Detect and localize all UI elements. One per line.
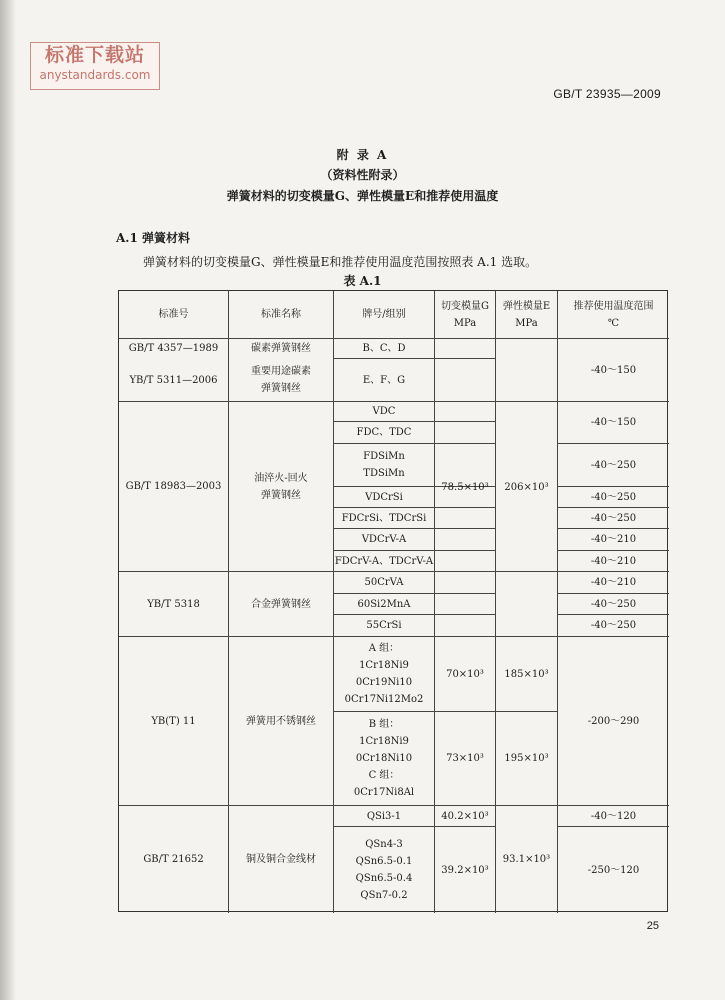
grade-cell: VDC — [372, 406, 396, 417]
elastic-modulus-cell: 206×10³ — [504, 482, 549, 493]
appendix-title: 弹簧材料的切变模量G、弹性模量E和推荐使用温度 — [226, 189, 499, 203]
watermark-stamp — [30, 42, 160, 90]
grade-cell: FDCrV-A、TDCrV-A — [334, 555, 434, 567]
grade-cell: 60Si2MnA — [357, 598, 411, 610]
standard-name-cell: 合金弹簧钢丝 — [251, 598, 311, 610]
grade-cell: FDCrSi、TDCrSi — [341, 512, 427, 524]
grade-cell: QSi3-1 — [366, 810, 402, 822]
header-elastic-modulus: 弹性模量E MPa — [502, 300, 551, 329]
table-caption: 表 A.1 — [343, 274, 382, 288]
header-grade: 牌号/组别 — [362, 309, 406, 320]
temperature-cell: -40～250 — [590, 459, 637, 471]
temperature-cell: -40～250 — [590, 598, 637, 610]
temperature-cell: -40～210 — [590, 577, 637, 588]
grade-cell: QSn4-3 QSn6.5-0.1 QSn6.5-0.4 QSn7-0.2 — [355, 839, 413, 901]
grade-cell: 55CrSi — [366, 620, 402, 631]
temperature-cell: -250～120 — [587, 864, 640, 876]
temperature-cell: -40～210 — [590, 534, 637, 545]
header-standard-no: 标准号 — [158, 309, 189, 320]
elastic-modulus-cell: 93.1×10³ — [502, 854, 551, 865]
temperature-cell: -40～120 — [590, 810, 637, 822]
watermark-site: anystandards.com — [39, 68, 151, 82]
grade-cell: 50CrVA — [364, 577, 404, 588]
standard-number: GB/T 23935—2009 — [553, 87, 661, 101]
grade-cell: VDCrV-A — [361, 534, 407, 545]
shear-modulus-cell: 39.2×10³ — [441, 864, 489, 876]
shear-modulus-cell: 73×10³ — [446, 753, 484, 764]
temperature-cell: -40～150 — [590, 364, 637, 376]
grade-cell: FDC、TDC — [356, 427, 412, 438]
temperature-cell: -200～290 — [587, 715, 640, 727]
standard-number-cell: YB/T 5311—2006 — [129, 374, 218, 386]
standard-name-cell: 弹簧用不锈钢丝 — [246, 715, 316, 727]
standard-name-cell: 重要用途碳素 弹簧钢丝 — [251, 366, 311, 394]
grade-cell: A 组： 1Cr18Ni9 0Cr19Ni10 0Cr17Ni12Mo2 — [344, 643, 424, 705]
elastic-modulus-cell: 195×10³ — [504, 753, 549, 764]
appendix-type: （资料性附录） — [320, 168, 405, 182]
temperature-cell: -40～210 — [590, 555, 637, 567]
grade-cell: B、C、D — [362, 343, 406, 354]
material-table — [118, 290, 668, 912]
grade-cell: E、F、G — [362, 374, 406, 386]
standard-number-cell: YB/T 5318 — [147, 598, 200, 610]
intro-paragraph: 弹簧材料的切变模量G、弹性模量E和推荐使用温度范围按照表 A.1 选取。 — [143, 255, 538, 269]
watermark-title: 标准下载站 — [44, 44, 145, 66]
temperature-cell: -40～250 — [590, 512, 637, 524]
section-heading: A.1 弹簧材料 — [116, 231, 191, 245]
standard-number-cell: GB/T 21652 — [143, 854, 204, 865]
appendix-label: 附 录 A — [336, 148, 389, 162]
standard-name-cell: 油淬火-回火 弹簧钢丝 — [254, 472, 308, 501]
standard-number-cell: GB/T 18983—2003 — [125, 481, 222, 492]
header-temperature: 推荐使用温度范围 ℃ — [573, 300, 654, 329]
grade-cell: B 组： 1Cr18Ni9 0Cr18Ni10 C 组： 0Cr17Ni8Al — [353, 719, 415, 798]
temperature-cell: -40～150 — [590, 417, 637, 428]
standard-name-cell: 铜及铜合金线材 — [246, 854, 316, 865]
standard-name-cell: 碳素弹簧钢丝 — [251, 343, 311, 354]
elastic-modulus-cell: 185×10³ — [504, 668, 549, 680]
header-standard-name: 标准名称 — [261, 309, 301, 320]
temperature-cell: -40～250 — [590, 491, 637, 503]
standard-number-cell: GB/T 4357—1989 — [128, 343, 219, 354]
page-number: 25 — [646, 920, 659, 932]
shear-modulus-cell: 70×10³ — [446, 668, 484, 680]
shear-modulus-cell: 40.2×10³ — [441, 810, 489, 822]
temperature-cell: -40～250 — [590, 620, 637, 631]
shear-modulus-cell: 78.5×10³ — [441, 482, 489, 493]
grade-cell: VDCrSi — [365, 491, 403, 503]
standard-number-cell: YB(T) 11 — [151, 715, 196, 727]
header-shear-modulus: 切变模量G MPa — [441, 300, 489, 329]
grade-cell: FDSiMn TDSiMn — [363, 451, 405, 479]
